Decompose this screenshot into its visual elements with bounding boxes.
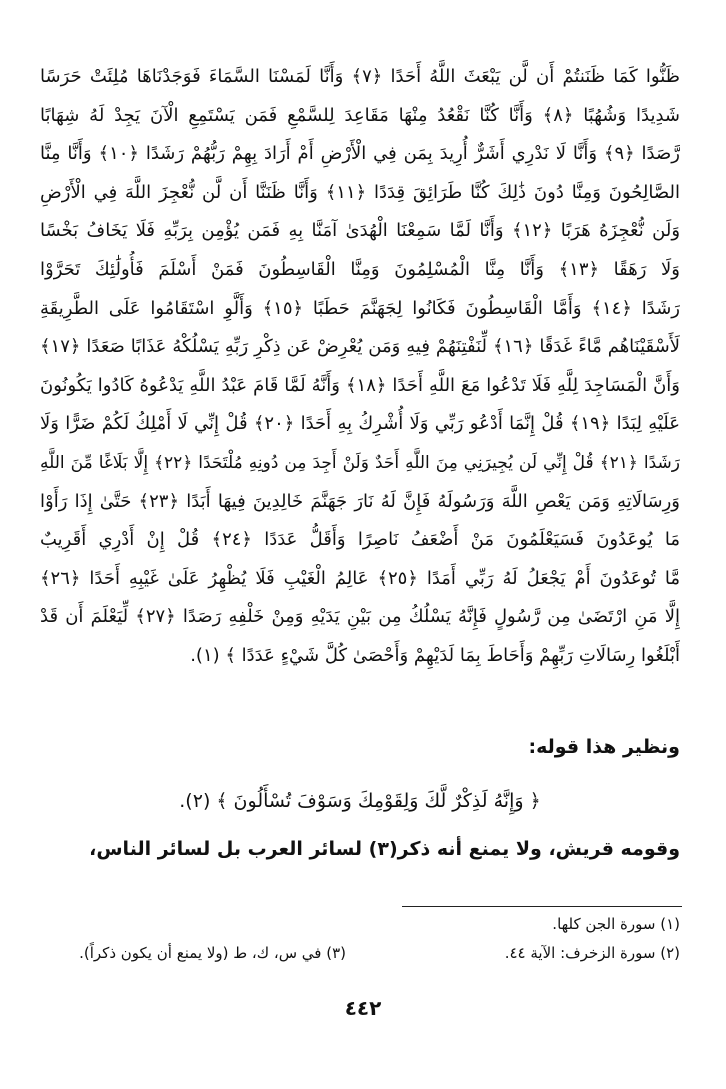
quran-line: رَشَدًا ﴿١٤﴾ وَأَمَّا الْقَاسِطُونَ فَكَانُوا لِجَهَنَّمَ حَطَبًا ﴿١٥﴾ وَأَلَّوِ اسْتَقَامُوا عَلَى الطَّرِيقَةِ <box>40 297 680 319</box>
quran-line: ظَنُّوا كَمَا ظَنَنتُمْ أَن لَّن يَبْعَثَ اللَّهُ أَحَدًا ﴿٧﴾ وَأَنَّا لَمَسْنَا السَّمَاءَ فَوَجَدْنَاهَا مُلِئَتْ حَرَسًا <box>40 66 680 87</box>
quran-line: عَلَيْهِ لِبَدًا ﴿١٩﴾ قُلْ إِنَّمَا أَدْعُو رَبِّي وَلَا أُشْرِكُ بِهِ أَحَدًا ﴿٢٠﴾ قُلْ إِنِّي لَا أَمْلِكُ لَكُمْ ضَرًّا وَلَا <box>40 413 680 435</box>
intro-line: ونظير هذا قوله: <box>528 736 680 758</box>
quran-line: وَرِسَالَاتِهِ وَمَن يَعْصِ اللَّهَ وَرَسُولَهُ فَإِنَّ لَهُ نَارَ جَهَنَّمَ خَالِدِينَ فِيهَا أَبَدًا ﴿٢٣﴾ حَتَّىٰ إِذَا رَأَوْا <box>40 490 680 512</box>
footnote-3: (٣) في س، ك، ط (ولا يمنع أن يكون ذكراً). <box>79 944 346 962</box>
footnote-1: (١) سورة الجن كلها. <box>552 915 680 933</box>
quran-line: رَّصَدًا ﴿٩﴾ وَأَنَّا لَا نَدْرِي أَشَرٌّ أُرِيدَ بِمَن فِي الْأَرْضِ أَمْ أَرَادَ بِهِمْ رَبُّهُمْ رَشَدًا ﴿١٠﴾ وَأَنَّا مِنَّا <box>40 143 680 165</box>
quran-line: الصَّالِحُونَ وَمِنَّا دُونَ ذَٰلِكَ كُنَّا طَرَائِقَ قِدَدًا ﴿١١﴾ وَأَنَّا ظَنَنَّا أَن لَّن نُّعْجِزَ اللَّهَ فِي الْأَرْضِ <box>40 181 680 203</box>
quran-line: أَبْلَغُوا رِسَالَاتِ رَبِّهِمْ وَأَحَاطَ بِمَا لَدَيْهِمْ وَأَحْصَىٰ كُلَّ شَيْءٍ عَدَدًا ﴾ (١). <box>190 644 680 666</box>
quran-line: مَا يُوعَدُونَ فَسَيَعْلَمُونَ مَنْ أَضْعَفُ نَاصِرًا وَأَقَلُّ عَدَدًا ﴿٢٤﴾ قُلْ إِنْ أَدْرِي أَقَرِيبٌ <box>40 529 680 551</box>
quran-line: لَأَسْقَيْنَاهُم مَّاءً غَدَقًا ﴿١٦﴾ لِّنَفْتِنَهُمْ فِيهِ وَمَن يُعْرِضْ عَن ذِكْرِ رَبِّهِ يَسْلُكْهُ عَذَابًا صَعَدًا ﴿١٧﴾ <box>40 336 680 358</box>
quran-line: وَلَن نُّعْجِزَهُ هَرَبًا ﴿١٢﴾ وَأَنَّا لَمَّا سَمِعْنَا الْهُدَىٰ آمَنَّا بِهِ فَمَن يُؤْمِن بِرَبِّهِ فَلَا يَخَافُ بَخْسًا <box>40 220 680 242</box>
quran-line: إِلَّا مَنِ ارْتَضَىٰ مِن رَّسُولٍ فَإِنَّهُ يَسْلُكُ مِن بَيْنِ يَدَيْهِ وَمِنْ خَلْفِهِ رَصَدًا ﴿٢٧﴾ لِّيَعْلَمَ أَن قَدْ <box>40 606 680 628</box>
quran-text-block <box>40 58 680 676</box>
page-number: ٤٤٢ <box>344 996 382 1020</box>
quran-line: رَشَدًا ﴿٢١﴾ قُلْ إِنِّي لَن يُجِيرَنِي مِنَ اللَّهِ أَحَدٌ وَلَنْ أَجِدَ مِن دُونِهِ مُلْتَحَدًا ﴿٢٢﴾ إِلَّا بَلَاغًا مِّنَ اللَّهِ <box>40 452 680 473</box>
closing-line: وقومه قريش، ولا يمنع أنه ذكر(٣) لسائر العرب بل لسائر الناس، <box>89 838 680 860</box>
quran-line: وَأَنَّ الْمَسَاجِدَ لِلَّهِ فَلَا تَدْعُوا مَعَ اللَّهِ أَحَدًا ﴿١٨﴾ وَأَنَّهُ لَمَّا قَامَ عَبْدُ اللَّهِ يَدْعُوهُ كَادُوا يَكُونُونَ <box>40 374 680 396</box>
quran-line: شَدِيدًا وَشُهُبًا ﴿٨﴾ وَأَنَّا كُنَّا نَقْعُدُ مِنْهَا مَقَاعِدَ لِلسَّمْعِ فَمَن يَسْتَمِعِ الْآنَ يَجِدْ لَهُ شِهَابًا <box>40 104 680 126</box>
footnote-divider <box>402 906 682 907</box>
quran-line: وَلَا رَهَقًا ﴿١٣﴾ وَأَنَّا مِنَّا الْمُسْلِمُونَ وَمِنَّا الْقَاسِطُونَ فَمَنْ أَسْلَمَ فَأُولَٰئِكَ تَحَرَّوْا <box>40 258 680 280</box>
quran-line: مَّا تُوعَدُونَ أَمْ يَجْعَلُ لَهُ رَبِّي أَمَدًا ﴿٢٥﴾ عَالِمُ الْغَيْبِ فَلَا يُظْهِرُ عَلَىٰ غَيْبِهِ أَحَدًا ﴿٢٦﴾ <box>40 567 680 589</box>
footnote-2: (٢) سورة الزخرف: الآية ٤٤. <box>504 944 680 962</box>
quoted-verse: ﴿ وَإِنَّهُ لَذِكْرٌ لَّكَ وَلِقَوْمِكَ وَسَوْفَ تُسْأَلُونَ ﴾ (٢). <box>179 790 541 812</box>
